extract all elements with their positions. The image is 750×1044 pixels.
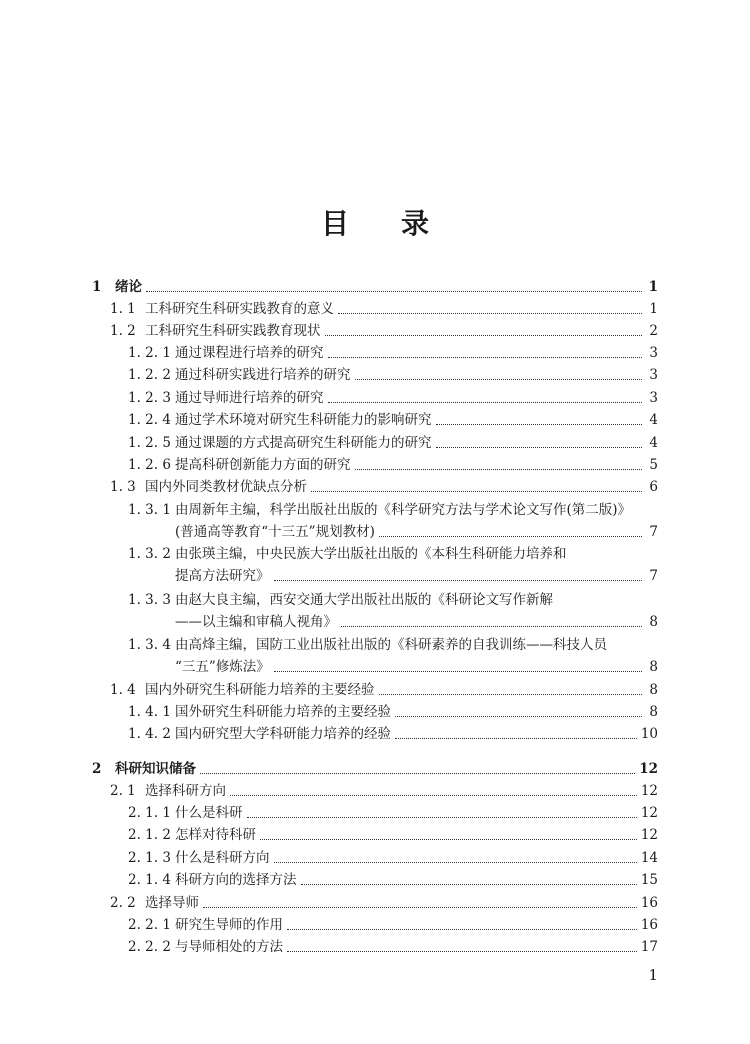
toc-leader: [287, 939, 637, 952]
toc-leader: [395, 726, 637, 739]
toc-title: 工科研究生科研实践教育现状: [145, 323, 321, 339]
toc-page: 4: [649, 435, 658, 451]
toc-title: 国内外研究生科研能力培养的主要经验: [145, 682, 375, 698]
toc-entry: [110, 296, 658, 318]
toc-number: 1. 2. 5: [128, 435, 171, 451]
toc-entry: [110, 318, 658, 340]
toc-leader: [355, 457, 643, 470]
toc-leader: [338, 301, 642, 314]
toc-entry: [128, 721, 658, 743]
toc-entry: [128, 934, 658, 956]
toc-leader: [379, 524, 642, 537]
title-char-left: 目: [320, 207, 349, 240]
toc-title: ——以主编和审稿人视角》: [175, 614, 337, 630]
toc-title: 通过课题的方式提高研究生科研能力的研究: [175, 435, 432, 451]
toc-leader: [328, 345, 643, 358]
toc-leader: [146, 279, 642, 292]
toc-title: 通过导师进行培养的研究: [175, 390, 324, 406]
toc-page: 1: [649, 301, 658, 317]
toc-title: 通过课程进行培养的研究: [175, 345, 324, 361]
toc-number: 1. 4. 2: [128, 726, 171, 742]
toc-title: 工科研究生科研实践教育的意义: [145, 301, 334, 317]
page-title: [0, 202, 750, 242]
toc-number: 1. 3. 3: [128, 592, 171, 608]
toc-page: 17: [640, 939, 658, 955]
toc-leader: [203, 895, 637, 908]
toc-entry: [128, 563, 658, 585]
toc-leader: [325, 323, 643, 336]
toc-page: 1: [648, 279, 658, 295]
toc-entry: [128, 519, 658, 541]
toc-page: 8: [649, 704, 658, 720]
toc-leader: [436, 412, 643, 425]
toc-title: 由高烽主编，国防工业出版社出版的《科研素养的自我训练——科技人员: [175, 637, 607, 653]
toc-title: 什么是科研: [175, 805, 243, 821]
toc-leader: [247, 805, 637, 818]
toc-number: 2. 1: [110, 783, 136, 799]
toc-number: 1. 3. 2: [128, 546, 171, 562]
toc-page: 12: [640, 783, 658, 799]
toc-number: 1. 2. 3: [128, 390, 171, 406]
toc-leader: [301, 872, 637, 885]
toc-title: 什么是科研方向: [175, 850, 270, 866]
toc-leader: [328, 390, 643, 403]
toc-leader: [274, 850, 637, 863]
toc-entry: [128, 340, 658, 362]
toc-leader: [436, 435, 643, 448]
toc-title: 研究生导师的作用: [175, 917, 283, 933]
toc-entry: [128, 632, 658, 654]
toc-title: 由周新年主编，科学出版社出版的《科学研究方法与学术论文写作(第二版)》: [175, 502, 632, 518]
toc-number: 2. 1. 4: [128, 872, 171, 888]
toc-entry: [128, 800, 658, 822]
toc-number: 1. 2: [110, 323, 136, 339]
toc-page: 3: [649, 390, 658, 406]
toc-page: 3: [649, 367, 658, 383]
toc-entry: [128, 609, 658, 631]
toc-entry: [128, 699, 658, 721]
toc-title: 由张瑛主编，中央民族大学出版社出版的《本科生科研能力培养和: [175, 546, 567, 562]
title-char-right: 录: [401, 207, 430, 240]
toc-page: 8: [649, 682, 658, 698]
toc-page: 12: [639, 761, 658, 777]
toc-leader: [311, 479, 642, 492]
toc-entry: [128, 362, 658, 384]
toc-leader: [287, 917, 637, 930]
toc-entry: [128, 452, 658, 474]
toc-number: 2. 2. 1: [128, 917, 171, 933]
toc-entry: [128, 845, 658, 867]
toc-title: “三五”修炼法》: [175, 659, 270, 675]
toc-number: 1: [92, 279, 102, 295]
toc-title: 怎样对待科研: [175, 827, 256, 843]
toc-entry: [128, 497, 658, 519]
toc-title: 提高科研创新能力方面的研究: [175, 457, 351, 473]
toc-page: 4: [649, 412, 658, 428]
toc-title: 提高方法研究》: [175, 568, 270, 584]
toc-entry: [110, 677, 658, 699]
toc-entry: [128, 407, 658, 429]
toc-page: 12: [640, 827, 658, 843]
toc-number: 2. 2: [110, 895, 136, 911]
toc-page: 12: [640, 805, 658, 821]
toc-number: 1. 2. 2: [128, 367, 171, 383]
toc-title: 选择导师: [145, 895, 199, 911]
toc-leader: [379, 682, 643, 695]
toc-title: 与导师相处的方法: [175, 939, 283, 955]
toc-number: 2: [92, 761, 102, 777]
toc-page: 14: [640, 850, 658, 866]
toc-entry: [128, 822, 658, 844]
toc-page: 16: [640, 917, 658, 933]
toc-entry: [110, 890, 658, 912]
toc-leader: [274, 568, 643, 581]
toc-title: 通过学术环境对研究生科研能力的影响研究: [175, 412, 432, 428]
toc-page: 6: [649, 479, 658, 495]
toc-entry: [128, 912, 658, 934]
toc-page: 16: [640, 895, 658, 911]
toc-entry: [128, 654, 658, 676]
toc-number: 1. 2. 1: [128, 345, 171, 361]
toc-entry: [110, 778, 658, 800]
toc-page: 15: [640, 872, 658, 888]
toc-page: 3: [649, 345, 658, 361]
toc-number: 2. 1. 3: [128, 850, 171, 866]
toc-page: 10: [640, 726, 658, 742]
toc-entry: [128, 541, 658, 563]
toc-page: 8: [649, 614, 658, 630]
toc-number: 1. 2. 6: [128, 457, 171, 473]
page-number: 1: [648, 966, 658, 984]
toc-entry: [128, 587, 658, 609]
toc-number: 1. 4. 1: [128, 704, 171, 720]
toc-title: 科研方向的选择方法: [175, 872, 297, 888]
toc-entry: [92, 756, 658, 778]
toc-number: 1. 4: [110, 682, 136, 698]
toc-title: (普通高等教育“十三五”规划教材): [175, 524, 375, 540]
toc-page: 2: [649, 323, 658, 339]
toc-number: 1. 3: [110, 479, 136, 495]
toc-number: 1. 2. 4: [128, 412, 171, 428]
toc-title: 由赵大良主编，西安交通大学出版社出版的《科研论文写作新解: [175, 592, 553, 608]
toc-entry: [110, 474, 658, 496]
toc-leader: [260, 827, 637, 840]
toc-leader: [274, 659, 642, 672]
toc-number: 1. 3. 4: [128, 637, 171, 653]
toc-number: 2. 2. 2: [128, 939, 171, 955]
toc-leader: [230, 783, 637, 796]
toc-number: 2. 1. 1: [128, 805, 171, 821]
toc-number: 2. 1. 2: [128, 827, 171, 843]
toc-leader: [395, 704, 642, 717]
toc-title: 国内研究型大学科研能力培养的经验: [175, 726, 391, 742]
toc-entry: [128, 867, 658, 889]
toc-title: 通过科研实践进行培养的研究: [175, 367, 351, 383]
toc-page: 7: [649, 568, 658, 584]
toc-number: 1. 1: [110, 301, 136, 317]
toc-entry: [128, 385, 658, 407]
toc-title: 科研知识储备: [115, 761, 196, 777]
toc-entry: [128, 430, 658, 452]
toc-title: 绪论: [115, 279, 142, 295]
toc-page: 5: [649, 457, 658, 473]
toc-leader: [341, 614, 642, 627]
toc-number: 1. 3. 1: [128, 502, 171, 518]
toc-title: 国外研究生科研能力培养的主要经验: [175, 704, 391, 720]
toc-page: 7: [649, 524, 658, 540]
toc-leader: [355, 367, 643, 380]
toc-title: 选择科研方向: [145, 783, 226, 799]
toc-title: 国内外同类教材优缺点分析: [145, 479, 307, 495]
toc-leader: [200, 761, 635, 774]
toc-page: 8: [649, 659, 658, 675]
toc-entry: [92, 274, 658, 296]
